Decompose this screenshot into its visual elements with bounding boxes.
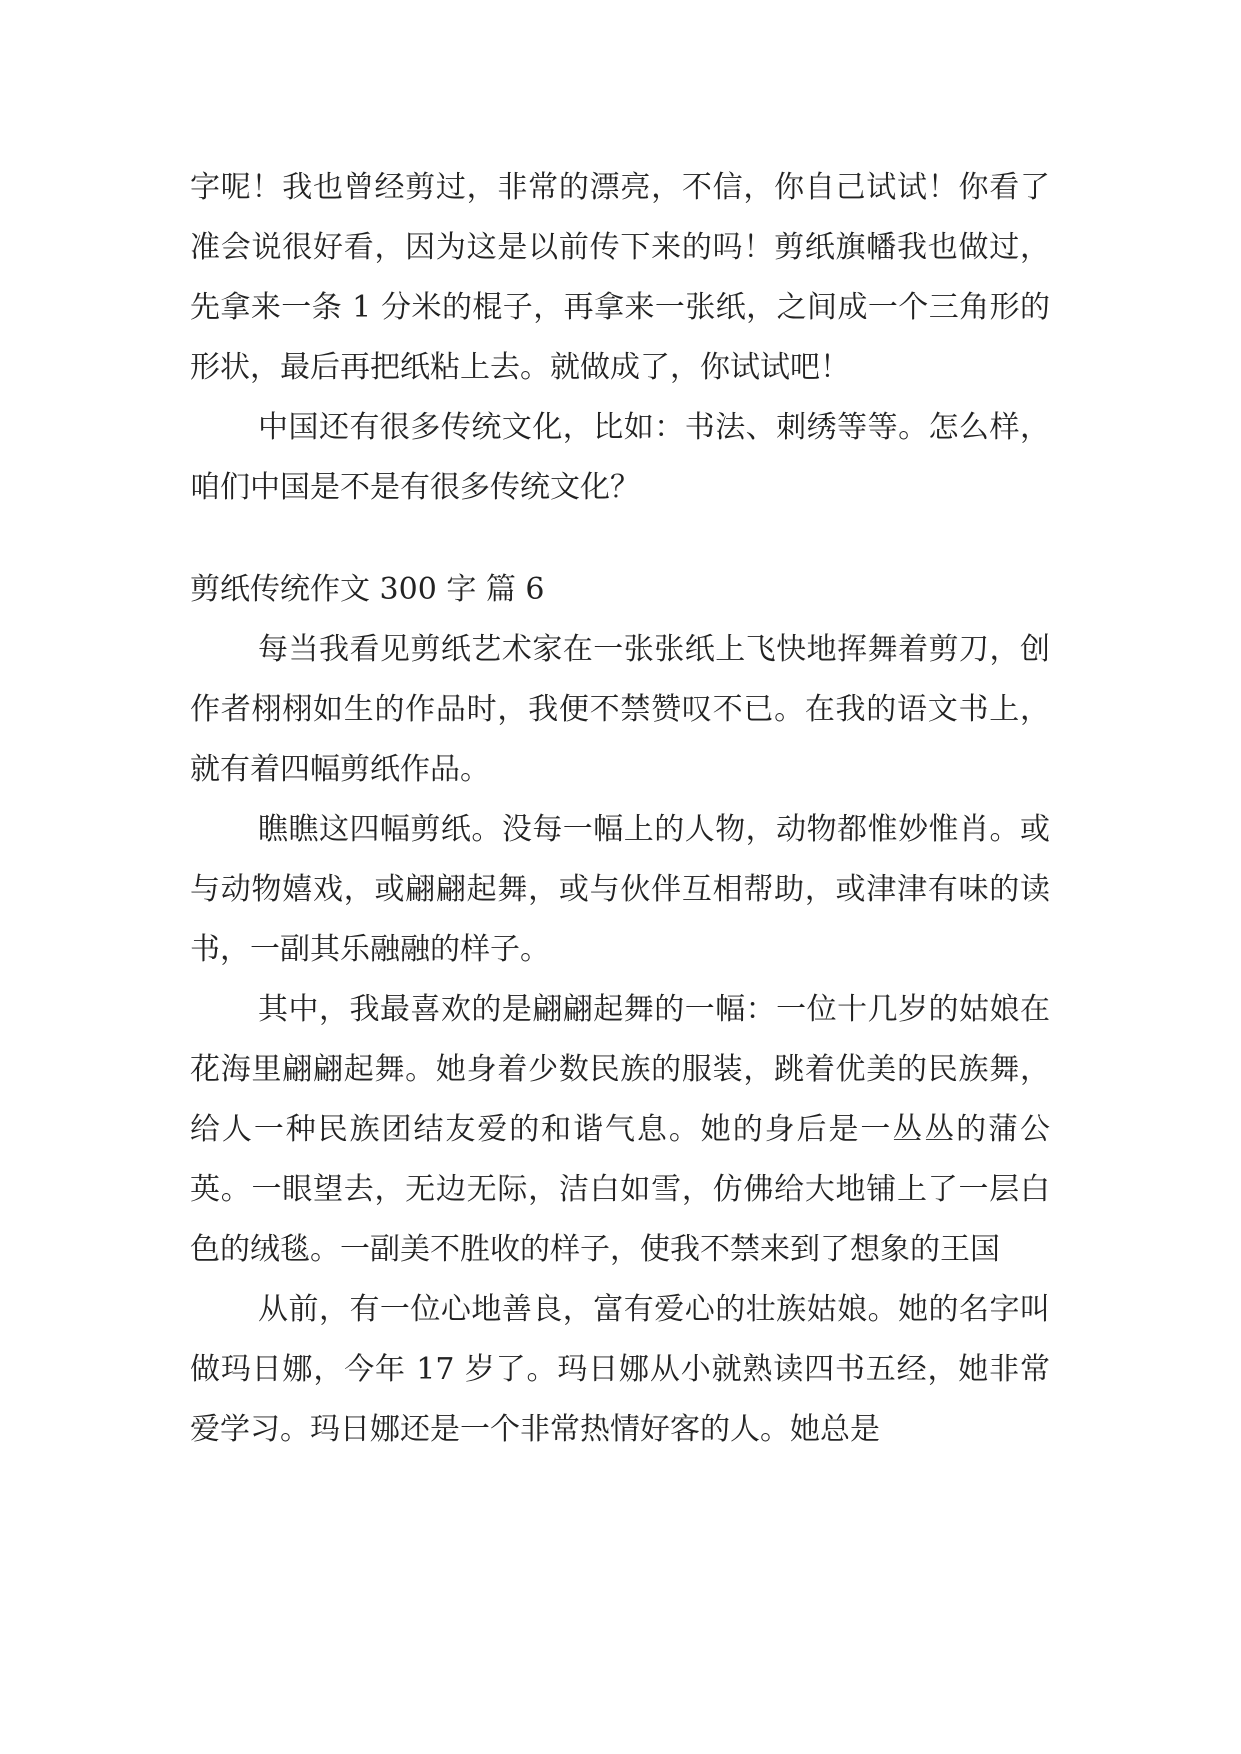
section-spacer: [190, 518, 1050, 560]
paragraph-continuation: 字呢！我也曾经剪过，非常的漂亮，不信，你自己试试！你看了准会说很好看，因为这是以前传下来的吗！剪纸旗幡我也做过，先拿来一条 1 分米的棍子，再拿来一张纸，之间成一个三角形的形状，最后再把纸粘上去。就做成了，你试试吧！: [190, 170, 1050, 385]
document-body: [190, 158, 1050, 1460]
paragraph-story: 从前，有一位心地善良，富有爱心的壮族姑娘。她的名字叫做玛日娜，今年 17 岁了。玛日娜从小就熟读四书五经，她非常爱学习。玛日娜还是一个非常热情好客的人。她总是: [190, 1292, 1050, 1447]
paragraph-culture: 中国还有很多传统文化，比如：书法、刺绣等等。怎么样，咱们中国是不是有很多传统文化？: [190, 410, 1050, 505]
paragraph-four-papercuts: 瞧瞧这四幅剪纸。没每一幅上的人物，动物都惟妙惟肖。或与动物嬉戏，或翩翩起舞，或与伙伴互相帮助，或津津有味的读书，一副其乐融融的样子。: [190, 812, 1050, 967]
section-heading: 剪纸传统作文 300 字 篇 6: [190, 572, 545, 607]
paragraph-intro: 每当我看见剪纸艺术家在一张张纸上飞快地挥舞着剪刀，创作者栩栩如生的作品时，我便不禁赞叹不已。在我的语文书上，就有着四幅剪纸作品。: [190, 632, 1050, 787]
paragraph-favorite: 其中，我最喜欢的是翩翩起舞的一幅：一位十几岁的姑娘在花海里翩翩起舞。她身着少数民族的服装，跳着优美的民族舞，给人一种民族团结友爱的和谐气息。她的身后是一丛丛的蒲公英。一眼望去，无边无际，洁白如雪，仿佛给大地铺上了一层白色的绒毯。一副美不胜收的样子，使我不禁来到了想象的王国: [190, 992, 1050, 1267]
